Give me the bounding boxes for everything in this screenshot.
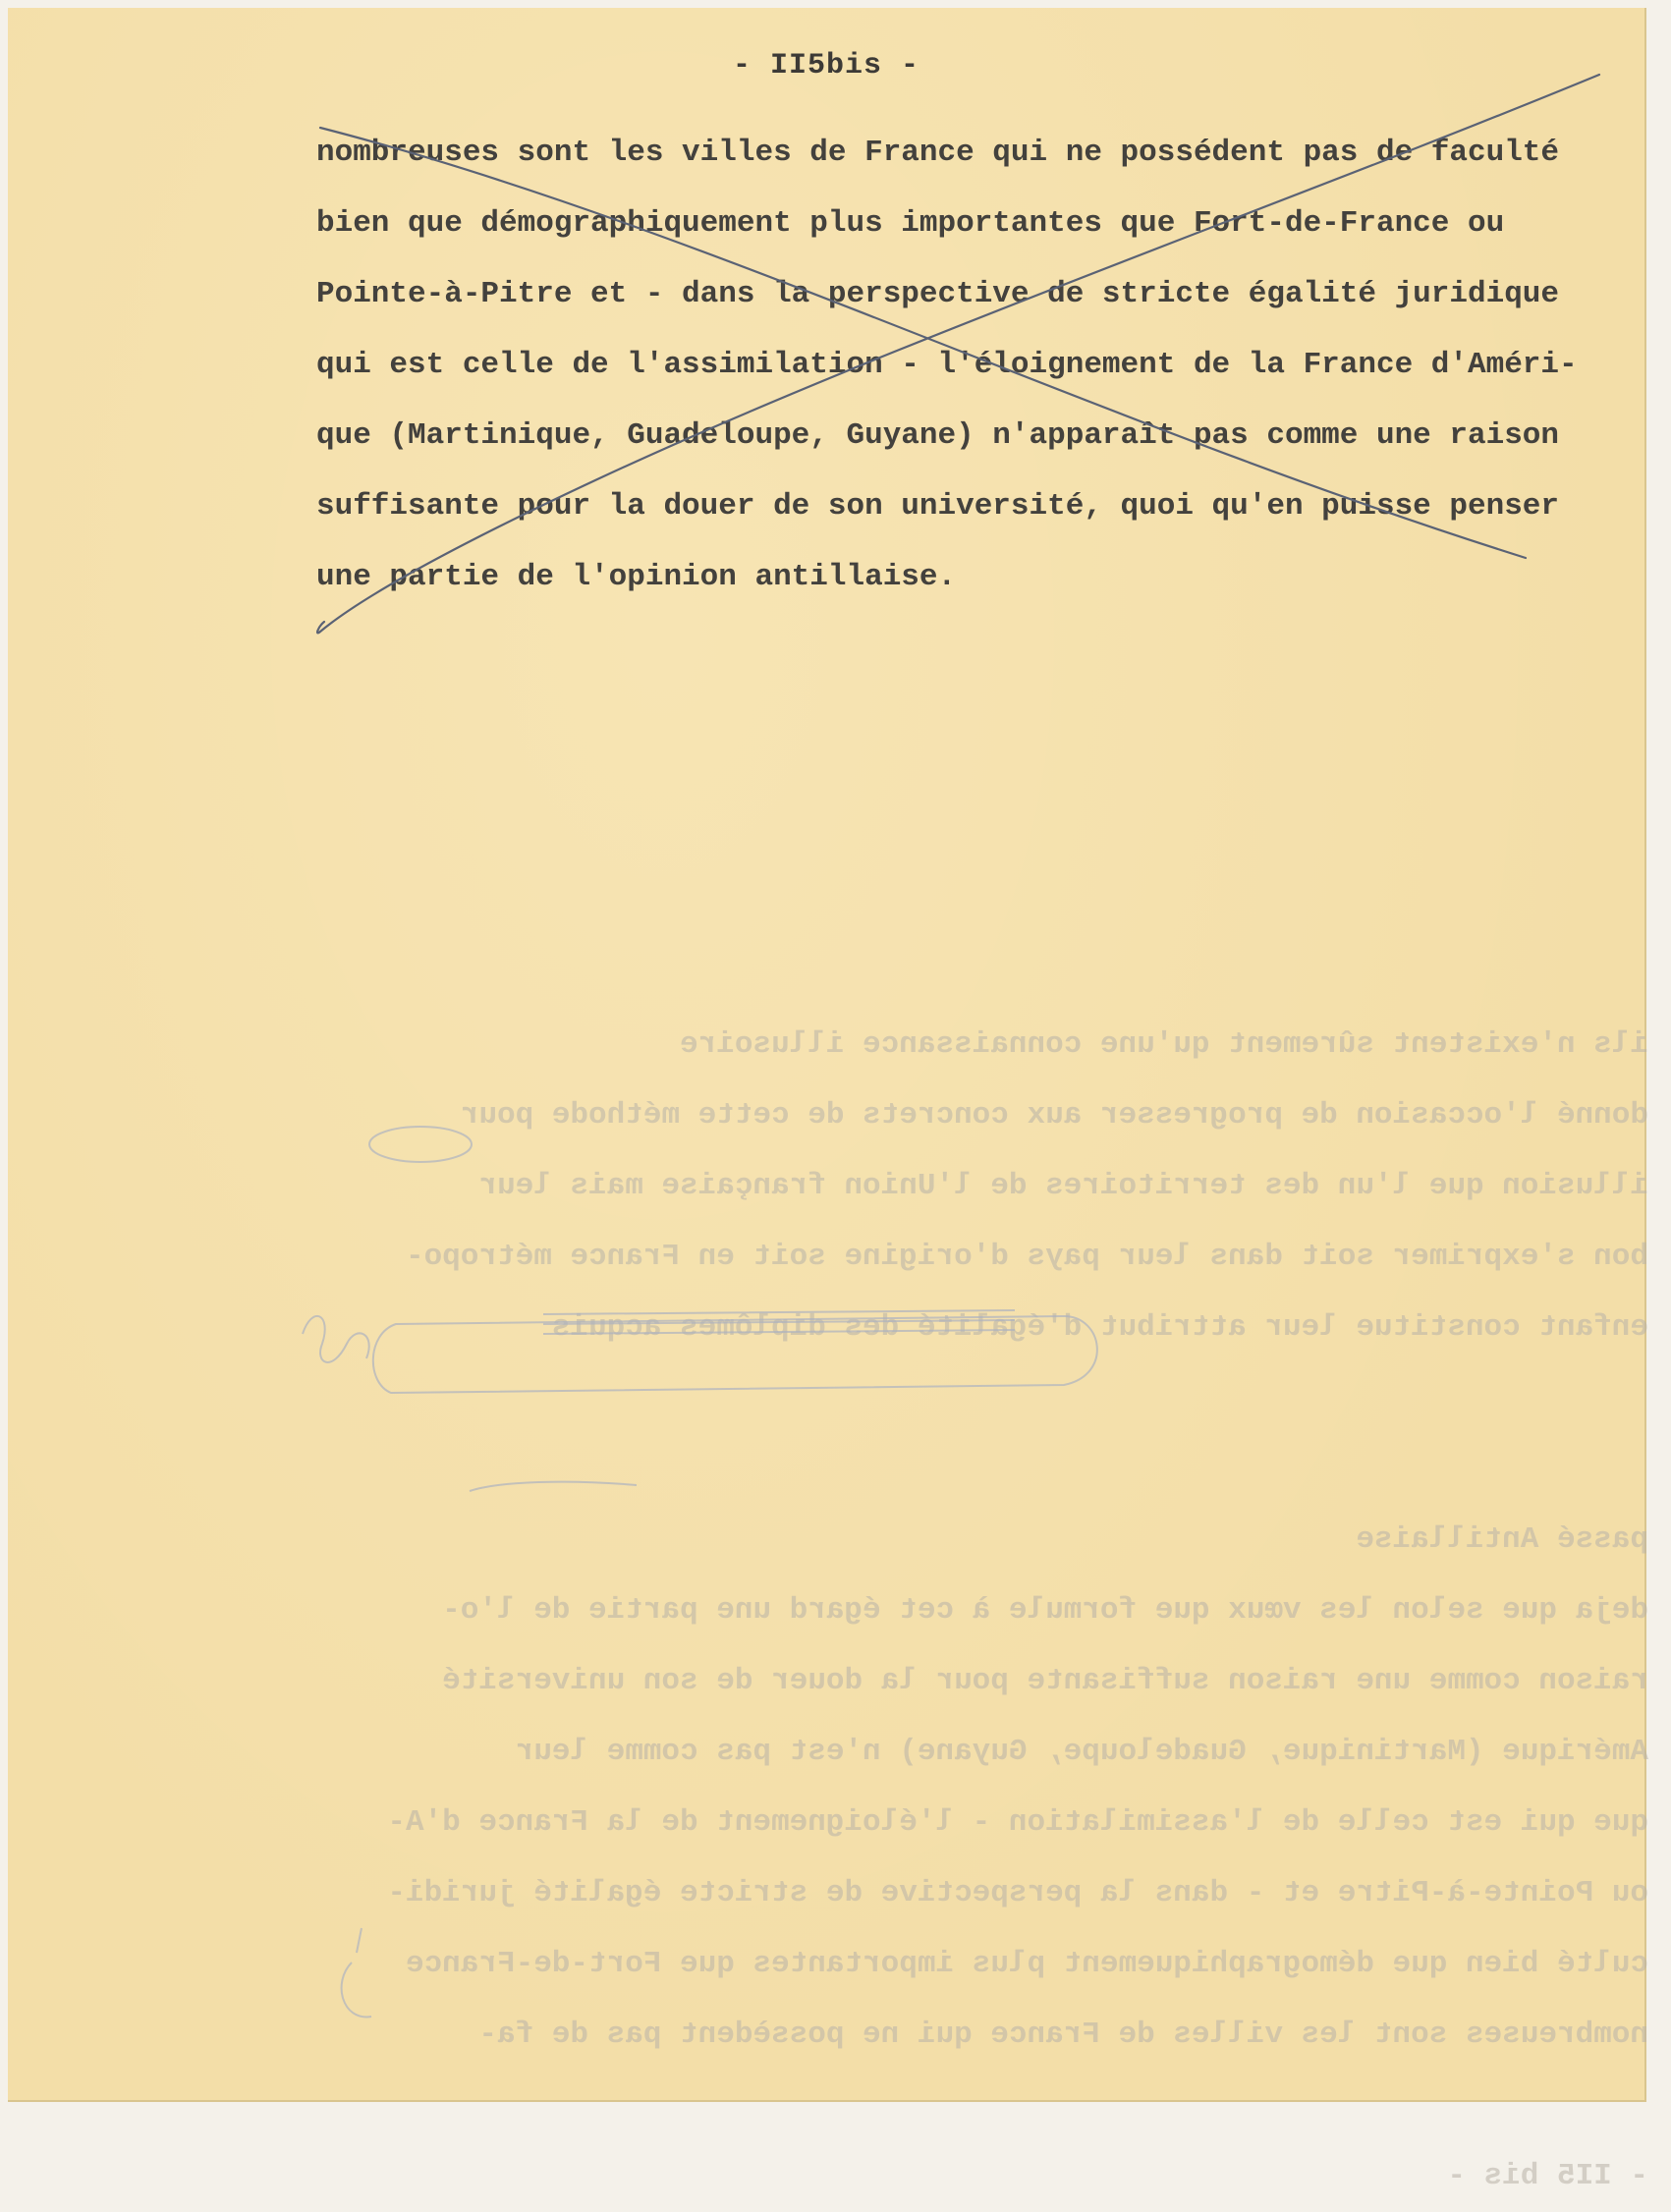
bleed-line: culté bien que démographiquement plus importantes que Fort-de-France <box>405 1947 1648 1981</box>
text-line: bien que démographiquement plus importantes que Fort-de-France ou <box>316 206 1505 241</box>
text-line: nombreuses sont les villes de France qui ne possédent pas de faculté <box>316 136 1560 170</box>
text-line: suffisante pour la douer de son université, quoi qu'en puisse penser <box>316 489 1560 524</box>
bleed-line: donné l'occasion de progresser aux concrets de cette méthode pour <box>460 1098 1648 1133</box>
bleed-line: ou Pointe-à-Pitre et - dans la perspective de stricte égalité juridi- <box>387 1876 1648 1910</box>
bleed-line: que qui est celle de l'assimilation - l'éloignement de la France d'A- <box>387 1805 1648 1840</box>
cross-stroke-1 <box>320 128 1526 558</box>
text-line: Pointe-à-Pitre et - dans la perspective de stricte égalité juridique <box>316 277 1560 311</box>
text-line: que (Martinique, Guadeloupe, Guyane) n'apparaît pas comme une raison <box>316 418 1560 453</box>
pencil-cross-out <box>8 8 1644 2100</box>
bleed-line: passé Antillaise <box>1356 1522 1648 1557</box>
bleed-line: Amérique (Martinique, Guadeloupe, Guyane) n'est pas comme leur <box>515 1735 1648 1769</box>
bleed-line: - II5 bis - <box>1447 2159 1648 2193</box>
bleed-line: raison comme une raison suffisante pour la douer de son université <box>442 1664 1648 1698</box>
text-line: qui est celle de l'assimilation - l'éloignement de la France d'Améri- <box>316 348 1578 382</box>
cross-stroke-2 <box>317 75 1599 633</box>
text-line: une partie de l'opinion antillaise. <box>316 560 957 594</box>
bleed-line: enfant constitue leur attribut d'égalité des diplômes acquis <box>551 1310 1648 1345</box>
page-number-header: - II5bis - <box>732 49 920 83</box>
bleed-line: deja que selon les vœux que formule à cet égard une partie de l'o- <box>442 1593 1648 1628</box>
bleed-line: ils n'existent sûrement qu'une connaissance illusoire <box>680 1027 1648 1062</box>
document-page <box>8 8 1648 2193</box>
bleed-line: bon s'exprimer soit dans leur pays d'origine soit en France métropo- <box>405 1240 1648 1274</box>
bleed-line: illusion que l'un des territoires de l'Union française mais leur <box>478 1169 1648 1203</box>
bleed-line: nombreuses sont les villes de France qui ne possèdent pas de fa- <box>478 2018 1648 2052</box>
